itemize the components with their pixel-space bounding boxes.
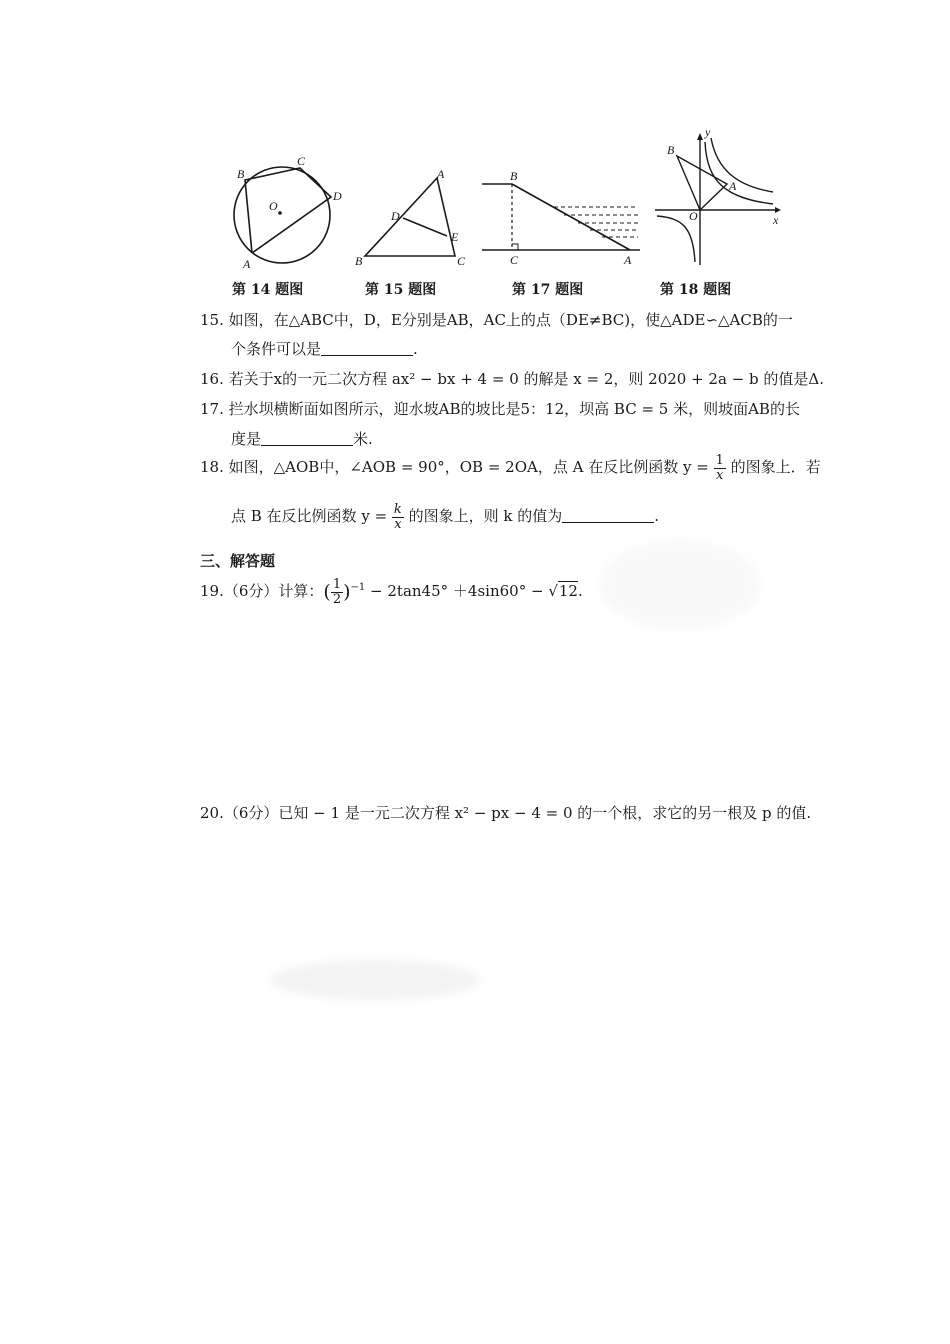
question-18-line-1 [200, 454, 821, 482]
fraction-numerator: k [393, 502, 402, 517]
fig14-label-c: C [297, 154, 306, 168]
question-16-text: 若关于x的一元二次方程 ax² − bx + 4 = 0 的解是 x = 2，则 2020 + 2a − b 的值是Δ. [228, 370, 824, 388]
fig18-label-a: A [729, 179, 737, 193]
fig15-label-e: E [451, 230, 459, 244]
question-16-number: 16. [200, 370, 224, 388]
question-18-text-1-end: 的图象上．若 [730, 458, 821, 477]
scan-smudge [270, 960, 480, 1000]
question-17-text-2-end: 米. [353, 430, 373, 448]
figure-15 [355, 167, 475, 270]
caption-fig17: 第 17 题图 [512, 282, 584, 298]
question-19-prefix: （6分）计算： [223, 582, 324, 601]
question-18-number: 18. [200, 458, 224, 477]
fig14-label-o: O [269, 199, 278, 213]
fraction-numerator: 1 [332, 577, 342, 592]
fig18-label-o: O [689, 209, 698, 223]
caption-fig15: 第 15 题图 [365, 282, 437, 298]
sqrt-argument: 12 [558, 582, 578, 601]
question-18-line-2 [231, 503, 659, 531]
figure-18-svg [655, 125, 785, 270]
question-17-line-1 [200, 398, 800, 419]
question-17-number: 17. [200, 400, 224, 418]
question-15-line-1 [200, 309, 793, 330]
question-17-text-2: 度是 [231, 430, 262, 448]
caption-fig14: 第 14 题图 [232, 282, 304, 298]
question-18-text-2: 点 B 在反比例函数 y = [231, 507, 388, 526]
question-17-answer-blank[interactable] [261, 430, 353, 446]
question-15-text-2-end: . [413, 340, 418, 358]
fig18-label-b: B [667, 143, 675, 157]
figure-17-svg [480, 170, 650, 270]
caption-fig18: 第 18 题图 [660, 282, 732, 298]
fig14-label-a: A [243, 257, 251, 271]
figure-14 [225, 154, 345, 271]
fig15-label-b: B [355, 254, 363, 268]
question-20-line [200, 802, 811, 823]
question-18-answer-blank[interactable] [562, 507, 654, 523]
question-19-line: 19.（6分）计算：( $\frac{1}{2}$ )$^{-1}$ − 2tan45° ＋4sin60° − √12. [200, 577, 583, 607]
scan-smudge [600, 540, 760, 630]
fig14-label-d: D [333, 189, 342, 203]
fig17-label-a: A [624, 253, 632, 267]
question-17-line-2 [231, 428, 373, 449]
figure-17 [480, 170, 650, 270]
question-15-line-2 [231, 338, 418, 359]
fig15-label-c: C [457, 254, 466, 268]
fraction-numerator: 1 [715, 453, 724, 468]
fig18-label-y: y [705, 125, 711, 139]
section-heading: 三、解答题 [200, 552, 276, 570]
question-19-number: 19. [200, 582, 224, 601]
fig14-label-b: B [237, 167, 245, 181]
figure-15-svg [355, 167, 475, 270]
fraction-1-over-x [714, 454, 726, 482]
fraction-one-half [331, 578, 343, 606]
figure-14-svg [225, 154, 345, 271]
question-18-text-1: 如图，△AOB中，∠AOB = 90°，OB = 2OA，点 A 在反比例函数 y = [228, 458, 709, 477]
fig15-label-a: A [437, 167, 445, 181]
fraction-denominator: x [394, 516, 402, 532]
fraction-denominator: x [716, 467, 724, 483]
fig15-label-d: D [391, 209, 400, 223]
fraction-k-over-x [392, 503, 404, 531]
question-18-text-2-mid: 的图象上，则 k 的值为 [408, 507, 563, 526]
question-18-text-2-end: . [654, 507, 660, 526]
question-15-text-1: 如图，在△ABC中，D，E分别是AB，AC上的点（DE≠BC)，使△ADE∽△ACB的一 [228, 311, 793, 329]
question-20-number: 20. [200, 804, 224, 822]
question-15-answer-blank[interactable] [321, 340, 413, 356]
fig17-label-c: C [510, 253, 519, 267]
figure-18 [655, 125, 785, 270]
fig18-label-x: x [773, 213, 779, 227]
question-15-number: 15. [200, 311, 224, 329]
question-17-text-1: 拦水坝横断面如图所示，迎水坡AB的坡比是5：12，坝高 BC = 5 米，则坡面AB的长 [228, 400, 800, 418]
exponent: −1 [350, 582, 366, 594]
fig17-label-b: B [510, 169, 518, 183]
question-20-text: （6分）已知 − 1 是一元二次方程 x² − px − 4 = 0 的一个根，求它的另一根及 p 的值. [223, 804, 812, 822]
fraction-denominator: 2 [332, 591, 342, 607]
question-15-text-2: 个条件可以是 [231, 340, 322, 358]
question-19-end: . [577, 582, 583, 601]
question-19-middle: − 2tan45° ＋4sin60° − [365, 582, 549, 601]
question-16-line [200, 368, 824, 389]
